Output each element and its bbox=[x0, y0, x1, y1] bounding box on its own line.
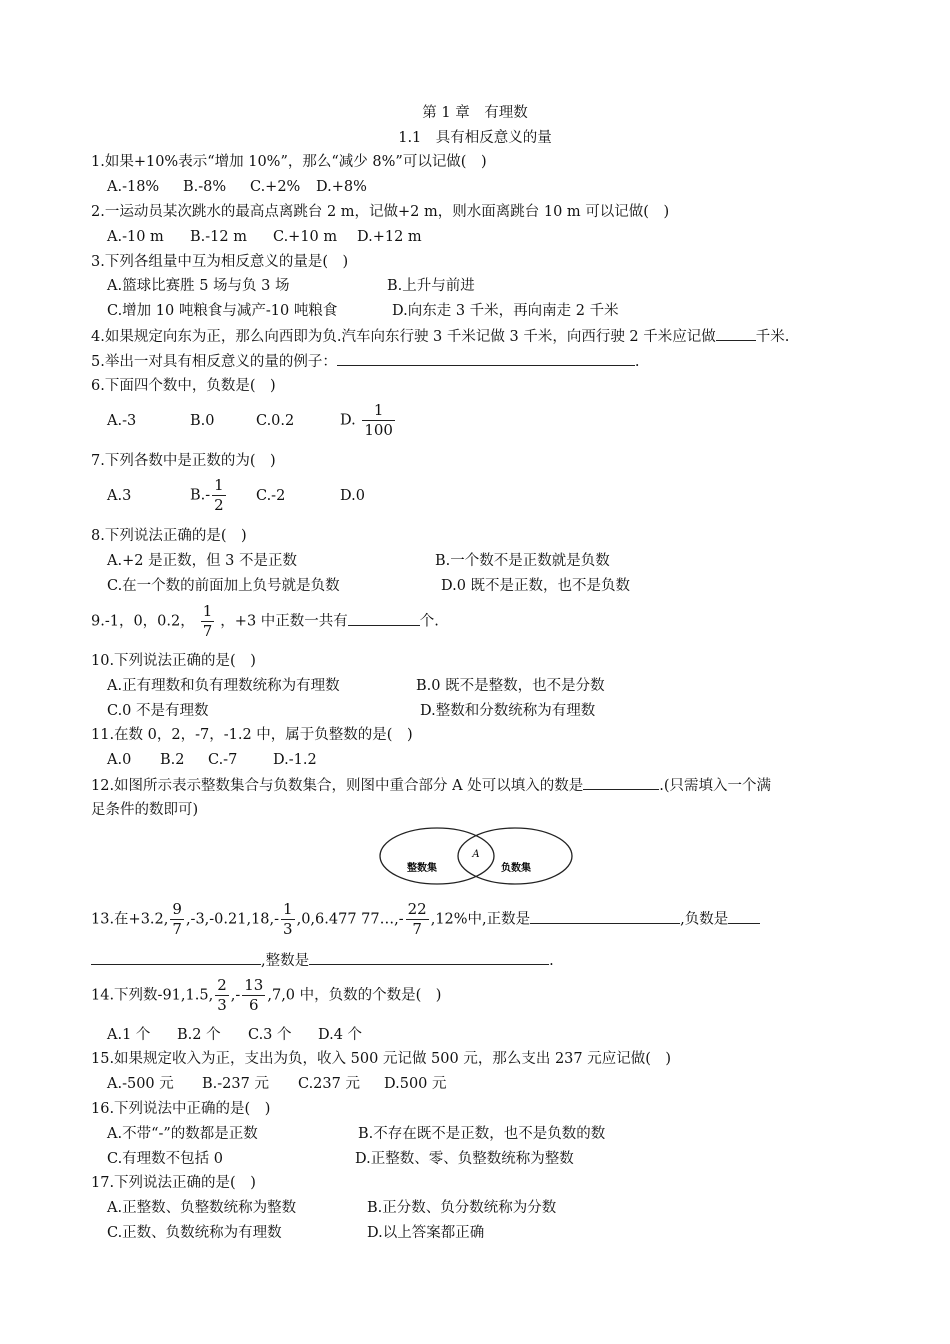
q4-stem: 4.如果规定向东为正，那么向西即为负.汽车向东行驶 3 千米记做 3 千米，向西行驶 2 千米应记做 bbox=[91, 329, 716, 345]
q14-part2: ,- bbox=[230, 987, 241, 1004]
q1-stem: 1.如果+10%表示“增加 10%”，那么“减少 8%”可以记做( ) bbox=[91, 154, 487, 170]
q14-option-b: B.2 个 bbox=[177, 1027, 221, 1043]
q13-fraction-2 bbox=[281, 900, 295, 939]
q8-stem: 8.下列说法正确的是( ) bbox=[91, 528, 247, 544]
q14-fraction-2 bbox=[242, 976, 265, 1015]
q10-stem: 10.下列说法正确的是( ) bbox=[91, 653, 256, 669]
q14-option-d: D.4 个 bbox=[318, 1027, 363, 1043]
fraction-denominator: 7 bbox=[172, 920, 182, 938]
q1-option-b: B.-8% bbox=[183, 179, 227, 195]
q13-part2: ,-3,-0.21,18,- bbox=[185, 911, 280, 928]
q9-line bbox=[91, 602, 439, 641]
q16-option-b: B.不存在既不是正数，也不是负数的数 bbox=[358, 1126, 606, 1142]
q16-option-d: D.正整数、零、负整数统称为整数 bbox=[355, 1151, 574, 1167]
q13-integer-blank[interactable] bbox=[309, 950, 549, 965]
q14-line bbox=[91, 976, 441, 1015]
q3-option-d: D.向东走 3 千米，再向南走 2 千米 bbox=[392, 303, 619, 319]
q5-answer-blank[interactable] bbox=[337, 351, 635, 366]
fraction-numerator: 1 bbox=[202, 602, 213, 620]
chapter-title: 第 1 章 有理数 bbox=[422, 105, 528, 121]
fraction-numerator: 1 bbox=[283, 900, 293, 918]
q14-option-a: A.1 个 bbox=[107, 1027, 151, 1043]
q12-line2: 足条件的数即可) bbox=[91, 802, 199, 818]
q2-option-b: B.-12 m bbox=[190, 229, 247, 245]
q12-line1 bbox=[91, 775, 771, 796]
q2-stem: 2.一运动员某次跳水的最高点离跳台 2 m，记做+2 m，则水面离跳台 10 m 可以记做( ) bbox=[91, 204, 670, 220]
q10-option-c: C.0 不是有理数 bbox=[107, 703, 209, 719]
q5-tail: . bbox=[634, 354, 640, 370]
fraction-denominator: 3 bbox=[217, 996, 227, 1014]
q7-option-c: C.-2 bbox=[256, 488, 286, 504]
q7-option-b bbox=[190, 476, 228, 515]
q2-option-d: D.+12 m bbox=[357, 229, 422, 245]
q13-integer-label: ,整数是 bbox=[261, 953, 310, 969]
q6-option-c: C.0.2 bbox=[256, 413, 295, 429]
q3-option-b: B.上升与前进 bbox=[387, 278, 475, 294]
q6-option-d bbox=[340, 401, 397, 440]
q4-answer-blank[interactable] bbox=[716, 326, 756, 341]
fraction-numerator: 1 bbox=[362, 401, 395, 421]
fraction-denominator: 3 bbox=[283, 920, 293, 938]
q14-option-c: C.3 个 bbox=[248, 1027, 292, 1043]
fraction-numerator: 2 bbox=[217, 976, 227, 994]
negative-set-label: 负数集 bbox=[501, 863, 531, 874]
q1-option-c: C.+2% bbox=[250, 179, 301, 195]
q13-negative-blank-start[interactable] bbox=[728, 909, 760, 924]
q13-part5: ,负数是 bbox=[680, 911, 729, 928]
q14-part3: ,7,0 中，负数的个数是( ) bbox=[267, 987, 442, 1004]
q7-stem: 7.下列各数中是正数的为( ) bbox=[91, 453, 276, 469]
q16-option-c: C.有理数不包括 0 bbox=[107, 1151, 224, 1167]
q6-option-d-label: D. bbox=[340, 412, 356, 429]
q5-stem: 5.举出一对具有相反意义的量的例子： bbox=[91, 354, 337, 370]
q13-line2 bbox=[91, 950, 554, 971]
q13-line1 bbox=[91, 900, 760, 939]
q8-option-c: C.在一个数的前面加上负号就是负数 bbox=[107, 578, 340, 594]
fraction-denominator: 2 bbox=[214, 496, 224, 514]
q9-pre: 9.-1，0，0.2， bbox=[91, 613, 195, 630]
integer-set-label: 整数集 bbox=[407, 863, 437, 874]
q6-stem: 6.下面四个数中，负数是( ) bbox=[91, 378, 276, 394]
q8-option-d: D.0 既不是正数，也不是负数 bbox=[441, 578, 631, 594]
q17-stem: 17.下列说法正确的是( ) bbox=[91, 1175, 256, 1191]
q14-part1: 14.下列数-91,1.5, bbox=[91, 987, 214, 1004]
q17-option-d: D.以上答案都正确 bbox=[367, 1225, 485, 1241]
q2-option-c: C.+10 m bbox=[273, 229, 338, 245]
q11-option-c: C.-7 bbox=[208, 752, 238, 768]
q7-option-a: A.3 bbox=[107, 488, 132, 504]
q13-end: . bbox=[549, 953, 554, 969]
q8-option-b: B.一个数不是正数就是负数 bbox=[435, 553, 610, 569]
q17-option-b: B.正分数、负分数统称为分数 bbox=[367, 1200, 557, 1216]
q13-part1: 13.在+3.2, bbox=[91, 911, 169, 928]
q17-option-c: C.正数、负数统称为有理数 bbox=[107, 1225, 282, 1241]
fraction-numerator: 9 bbox=[172, 900, 182, 918]
q9-answer-blank[interactable] bbox=[348, 611, 420, 626]
q13-fraction-1 bbox=[170, 900, 184, 939]
fraction-denominator: 6 bbox=[249, 996, 259, 1014]
q10-option-b: B.0 既不是整数，也不是分数 bbox=[416, 678, 605, 694]
q11-option-b: B.2 bbox=[160, 752, 185, 768]
q14-fraction-1 bbox=[215, 976, 229, 1015]
q6-option-b: B.0 bbox=[190, 413, 215, 429]
q9-fraction bbox=[201, 602, 215, 641]
q1-option-d: D.+8% bbox=[316, 179, 367, 195]
fraction-numerator: 22 bbox=[407, 900, 427, 918]
q3-option-c: C.增加 10 吨粮食与减产-10 吨粮食 bbox=[107, 303, 338, 319]
fraction-numerator: 1 bbox=[214, 476, 224, 494]
q6-option-d-fraction bbox=[362, 401, 395, 440]
q9-tail: 个. bbox=[419, 613, 439, 630]
overlap-label: A bbox=[472, 849, 480, 860]
q15-option-d: D.500 元 bbox=[384, 1076, 447, 1092]
q11-option-d: D.-1.2 bbox=[273, 752, 317, 768]
q16-stem: 16.下列说法中正确的是( ) bbox=[91, 1101, 271, 1117]
q13-negative-blank-cont[interactable] bbox=[91, 950, 261, 965]
q15-option-c: C.237 元 bbox=[298, 1076, 360, 1092]
q4-line bbox=[91, 326, 789, 347]
q15-option-a: A.-500 元 bbox=[107, 1076, 174, 1092]
q4-tail: 千米. bbox=[755, 329, 790, 345]
q12-tail: .(只需填入一个满 bbox=[659, 778, 772, 794]
q5-line bbox=[91, 351, 639, 372]
venn-diagram bbox=[378, 826, 576, 886]
q8-option-a: A.+2 是正数，但 3 不是正数 bbox=[107, 553, 298, 569]
q15-option-b: B.-237 元 bbox=[202, 1076, 269, 1092]
q13-fraction-3 bbox=[406, 900, 429, 939]
q17-option-a: A.正整数、负整数统称为整数 bbox=[107, 1200, 297, 1216]
q13-positive-blank[interactable] bbox=[530, 909, 680, 924]
q3-option-a: A.篮球比赛胜 5 场与负 3 场 bbox=[107, 278, 290, 294]
fraction-denominator: 7 bbox=[412, 920, 422, 938]
q3-stem: 3.下列各组量中互为相反意义的量是( ) bbox=[91, 254, 349, 270]
fraction-denominator: 7 bbox=[202, 622, 213, 640]
q12-stem: 12.如图所示表示整数集合与负数集合，则图中重合部分 A 处可以填入的数是 bbox=[91, 778, 584, 794]
q7-option-b-fraction bbox=[212, 476, 226, 515]
section-title: 1.1 具有相反意义的量 bbox=[398, 130, 552, 146]
q7-option-b-label: B.- bbox=[190, 487, 211, 504]
q13-part4: ,12%中,正数是 bbox=[430, 911, 531, 928]
q13-part3: ,0,6.477 77…,- bbox=[296, 911, 404, 928]
q9-post: ，+3 中正数一共有 bbox=[220, 613, 348, 630]
q11-option-a: A.0 bbox=[107, 752, 132, 768]
q7-option-d: D.0 bbox=[340, 488, 365, 504]
q2-option-a: A.-10 m bbox=[107, 229, 164, 245]
q1-option-a: A.-18% bbox=[107, 179, 160, 195]
q10-option-a: A.正有理数和负有理数统称为有理数 bbox=[107, 678, 340, 694]
q15-stem: 15.如果规定收入为正，支出为负，收入 500 元记做 500 元，那么支出 237 元应记做( ) bbox=[91, 1051, 672, 1067]
q10-option-d: D.整数和分数统称为有理数 bbox=[420, 703, 596, 719]
q16-option-a: A.不带“-”的数都是正数 bbox=[107, 1126, 258, 1142]
q6-option-a: A.-3 bbox=[107, 413, 137, 429]
fraction-denominator: 100 bbox=[364, 421, 393, 439]
fraction-numerator: 13 bbox=[244, 976, 264, 994]
q12-answer-blank[interactable] bbox=[583, 775, 659, 790]
q11-stem: 11.在数 0，2，-7，-1.2 中，属于负整数的是( ) bbox=[91, 727, 413, 743]
